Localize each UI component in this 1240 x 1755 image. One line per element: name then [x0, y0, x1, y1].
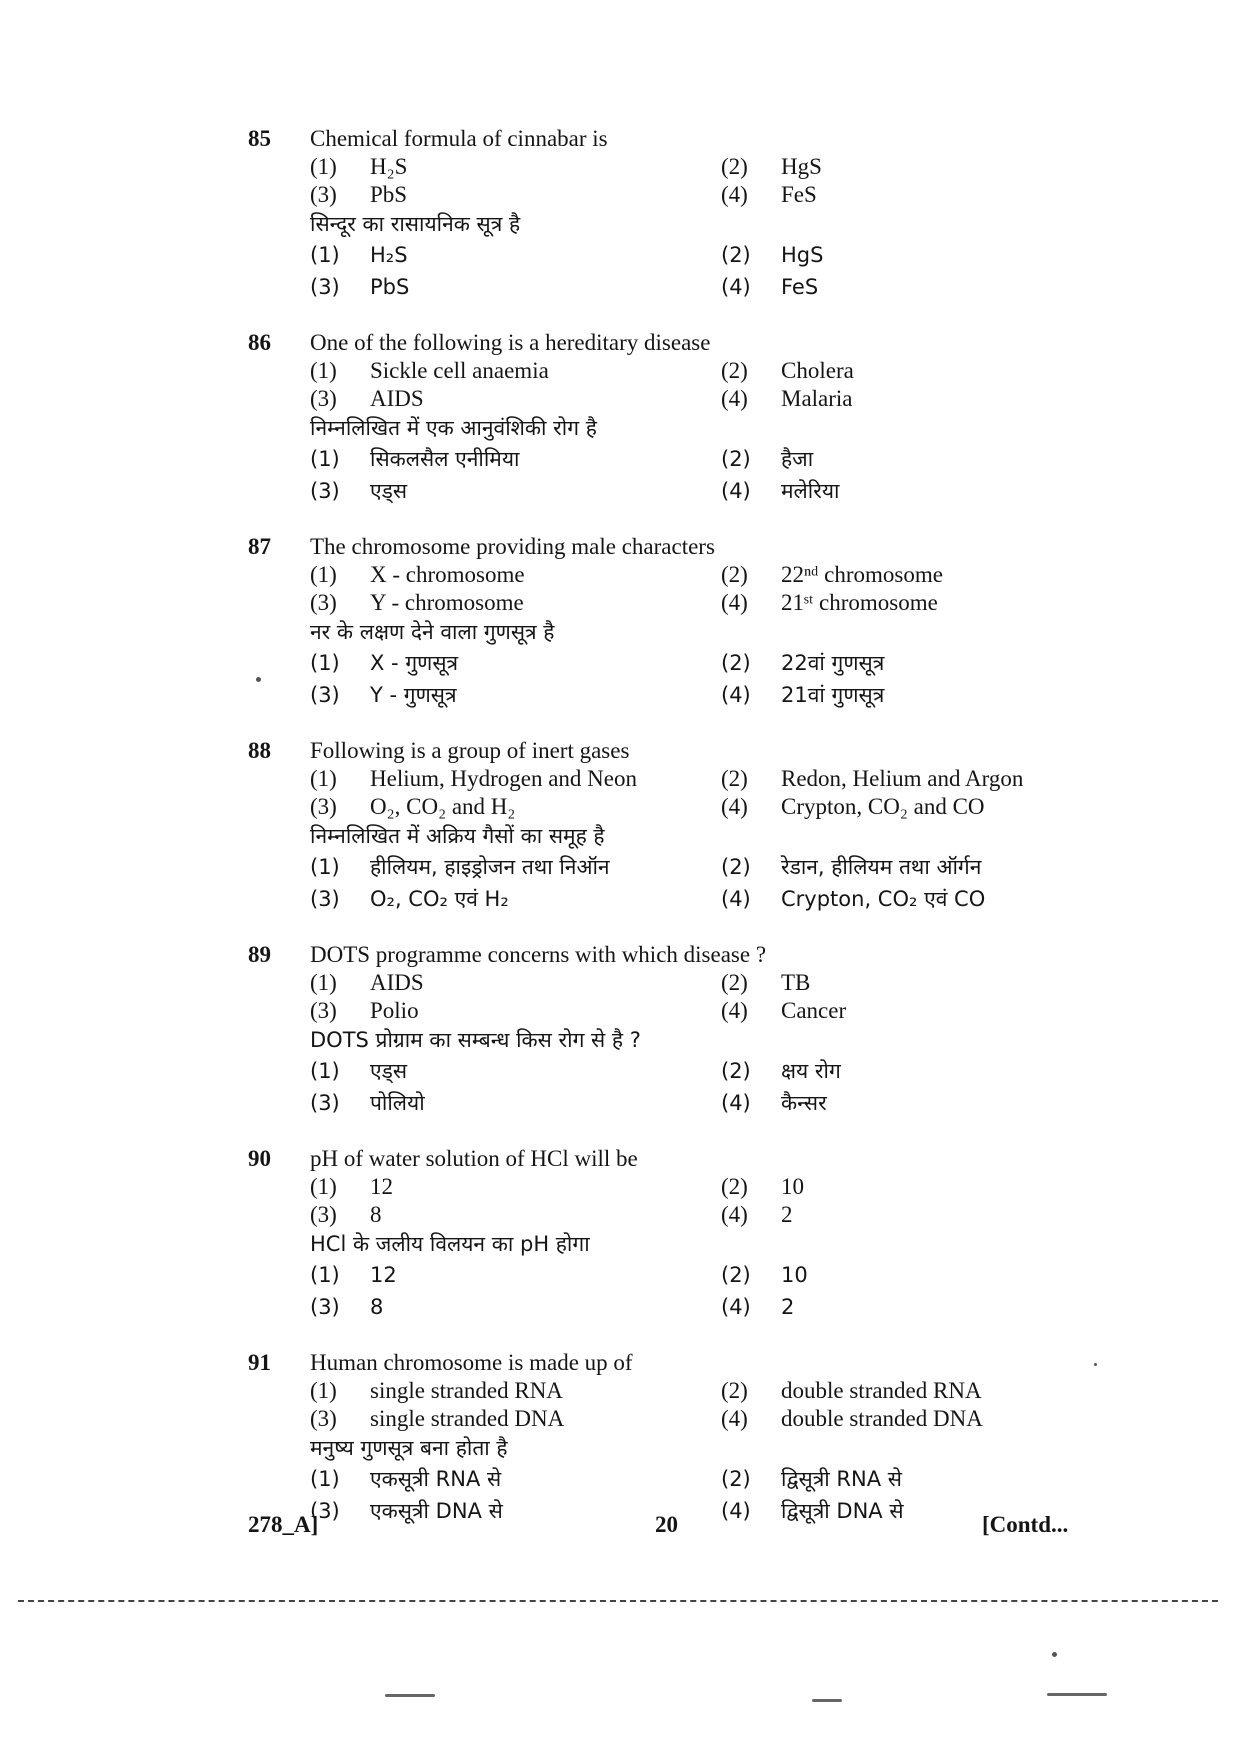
option-number: (1) [310, 154, 337, 179]
option-row [310, 589, 1108, 617]
answer-option [721, 793, 1101, 821]
question-body [310, 329, 1108, 507]
option-number: (2) [721, 447, 751, 471]
answer-option [310, 239, 721, 271]
option-number: (1) [310, 243, 340, 267]
option-text: Cholera [781, 358, 854, 383]
hindi-block [310, 1025, 1108, 1119]
option-number: (4) [721, 386, 748, 411]
option-text: हैजा [781, 447, 814, 471]
ink-speck [1052, 1652, 1057, 1657]
option-row [310, 969, 1108, 997]
option-row [310, 679, 1108, 711]
question [248, 125, 1108, 303]
question-stem: DOTS प्रोग्राम का सम्बन्ध किस रोग से है ? [310, 1028, 641, 1052]
option-number: (4) [721, 1091, 751, 1115]
option-text: 21ˢᵗ chromosome [781, 590, 938, 615]
answer-option [310, 969, 721, 997]
answer-option [310, 647, 721, 679]
question-stem: One of the following is a hereditary disease [310, 330, 711, 355]
option-number: (4) [721, 794, 748, 819]
option-number: (1) [310, 1174, 337, 1199]
option-row [310, 357, 1108, 385]
option-text: मलेरिया [781, 479, 840, 503]
option-number: (1) [310, 855, 340, 879]
option-number: (1) [310, 447, 340, 471]
option-number: (4) [721, 1202, 748, 1227]
option-text: 12 [370, 1263, 397, 1287]
option-number: (2) [721, 1378, 748, 1403]
option-text: द्विसूत्री RNA से [781, 1467, 902, 1491]
option-text: O₂, CO₂ and H₂ [370, 794, 516, 819]
answer-option [721, 647, 1101, 679]
option-number: (3) [310, 1499, 340, 1523]
answer-option [310, 181, 721, 209]
option-text: H₂S [370, 154, 408, 179]
answer-option [310, 1405, 721, 1433]
option-text: TB [781, 970, 811, 995]
answer-option [310, 1055, 721, 1087]
option-text: Cancer [781, 998, 847, 1023]
question-number: 85 [248, 126, 271, 151]
answer-option [721, 1201, 1101, 1229]
option-text: एड्स [370, 479, 408, 503]
question-body [310, 737, 1108, 915]
answer-option [721, 997, 1101, 1025]
option-number: (1) [310, 1378, 337, 1403]
option-text: double stranded RNA [781, 1378, 982, 1403]
option-number: (2) [721, 855, 751, 879]
option-row [310, 1463, 1108, 1495]
question-body [310, 941, 1108, 1119]
ink-speck [1094, 1363, 1097, 1366]
question-stem: सिन्दूर का रासायनिक सूत्र है [310, 212, 521, 236]
option-number: (4) [721, 275, 751, 299]
question-stem: DOTS programme concerns with which disease ? [310, 942, 767, 967]
option-row [310, 443, 1108, 475]
option-row [310, 153, 1108, 181]
answer-option [721, 1055, 1101, 1087]
option-text: 8 [370, 1295, 384, 1319]
answer-option [721, 475, 1101, 507]
hindi-block [310, 413, 1108, 507]
answer-option [310, 997, 721, 1025]
option-row [310, 1087, 1108, 1119]
question-body [310, 125, 1108, 303]
answer-option [310, 793, 721, 821]
option-number: (2) [721, 1263, 751, 1287]
option-number: (2) [721, 562, 748, 587]
option-number: (4) [721, 887, 751, 911]
question-stem: pH of water solution of HCl will be [310, 1146, 638, 1171]
answer-option [721, 969, 1101, 997]
perforation-line [18, 1600, 1218, 1602]
answer-option [310, 1201, 721, 1229]
hindi-block [310, 617, 1108, 711]
scan-mark [1047, 1693, 1107, 1696]
option-text: Y - chromosome [370, 590, 524, 615]
option-text: 12 [370, 1174, 393, 1199]
english-block [310, 941, 1108, 1025]
answer-option [721, 271, 1101, 303]
option-text: X - chromosome [370, 562, 525, 587]
question-number: 89 [248, 942, 271, 967]
option-number: (4) [721, 1406, 748, 1431]
option-text: Y - गुणसूत्र [370, 683, 457, 707]
question-body [310, 1145, 1108, 1323]
option-number: (1) [310, 1467, 340, 1491]
answer-option [310, 357, 721, 385]
option-text: Redon, Helium and Argon [781, 766, 1024, 791]
option-number: (1) [310, 651, 340, 675]
answer-option [310, 851, 721, 883]
option-text: single stranded DNA [370, 1406, 565, 1431]
option-row [310, 1173, 1108, 1201]
question-body [310, 1349, 1108, 1527]
option-text: 10 [781, 1263, 808, 1287]
option-text: सिकलसैल एनीमिया [370, 447, 520, 471]
option-row [310, 997, 1108, 1025]
option-number: (3) [310, 1295, 340, 1319]
option-text: 22वां गुणसूत्र [781, 651, 885, 675]
option-number: (4) [721, 683, 751, 707]
answer-option [721, 153, 1101, 181]
question-stem: The chromosome providing male characters [310, 534, 715, 559]
question [248, 1349, 1108, 1527]
answer-option [721, 1173, 1101, 1201]
answer-option [310, 1087, 721, 1119]
option-text: O₂, CO₂ एवं H₂ [370, 887, 509, 911]
answer-option [721, 181, 1101, 209]
option-text: FeS [781, 275, 819, 299]
answer-option [310, 883, 721, 915]
question-list [248, 125, 1108, 1553]
option-number: (4) [721, 590, 748, 615]
option-row [310, 793, 1108, 821]
option-text: Crypton, CO₂ and CO [781, 794, 985, 819]
answer-option [721, 561, 1101, 589]
option-number: (2) [721, 1059, 751, 1083]
question-number: 86 [248, 330, 271, 355]
answer-option [310, 475, 721, 507]
option-number: (1) [310, 1059, 340, 1083]
question [248, 533, 1108, 711]
option-number: (3) [310, 590, 337, 615]
answer-option [721, 357, 1101, 385]
option-number: (4) [721, 479, 751, 503]
english-block [310, 329, 1108, 413]
option-text: एड्स [370, 1059, 408, 1083]
option-row [310, 1377, 1108, 1405]
question [248, 1145, 1108, 1323]
answer-option [310, 589, 721, 617]
question [248, 329, 1108, 507]
answer-option [310, 1377, 721, 1405]
option-number: (3) [310, 1406, 337, 1431]
paper-code: 278_A] [248, 1512, 319, 1537]
option-number: (3) [310, 386, 337, 411]
answer-option [310, 1291, 721, 1323]
question-stem: Human chromosome is made up of [310, 1350, 633, 1375]
answer-option [721, 385, 1101, 413]
english-block [310, 737, 1108, 821]
option-text: 21वां गुणसूत्र [781, 683, 885, 707]
answer-option [721, 443, 1101, 475]
option-number: (2) [721, 970, 748, 995]
option-text: PbS [370, 182, 408, 207]
option-row [310, 561, 1108, 589]
option-text: Sickle cell anaemia [370, 358, 549, 383]
page-number: 20 [655, 1512, 678, 1537]
hindi-block [310, 209, 1108, 303]
option-text: हीलियम, हाइड्रोजन तथा निऑन [370, 855, 610, 879]
option-text: द्विसूत्री DNA से [781, 1499, 904, 1523]
option-number: (3) [310, 887, 340, 911]
answer-option [310, 679, 721, 711]
option-text: Malaria [781, 386, 853, 411]
question-stem: Chemical formula of cinnabar is [310, 126, 608, 151]
option-text: कैन्सर [781, 1091, 827, 1115]
option-text: AIDS [370, 386, 424, 411]
question-number: 88 [248, 738, 271, 763]
option-text: Polio [370, 998, 419, 1023]
answer-option [310, 1259, 721, 1291]
option-number: (2) [721, 154, 748, 179]
option-text: एकसूत्री DNA से [370, 1499, 503, 1523]
option-number: (4) [721, 1499, 751, 1523]
option-number: (1) [310, 766, 337, 791]
english-block [310, 1145, 1108, 1229]
option-row [310, 851, 1108, 883]
option-row [310, 475, 1108, 507]
option-number: (1) [310, 358, 337, 383]
answer-option [310, 765, 721, 793]
page-footer [0, 1512, 1240, 1542]
answer-option [721, 1087, 1101, 1119]
english-block [310, 533, 1108, 617]
question-stem: निम्नलिखित में एक आनुवंशिकी रोग है [310, 416, 597, 440]
option-text: 2 [781, 1295, 795, 1319]
option-text: 22ⁿᵈ chromosome [781, 562, 943, 587]
question-number: 90 [248, 1146, 271, 1171]
answer-option [721, 1463, 1101, 1495]
answer-option [721, 589, 1101, 617]
option-number: (2) [721, 358, 748, 383]
option-number: (3) [310, 479, 340, 503]
option-number: (3) [310, 1091, 340, 1115]
option-row [310, 239, 1108, 271]
option-row [310, 1055, 1108, 1087]
question-body [310, 533, 1108, 711]
option-text: X - गुणसूत्र [370, 651, 459, 675]
answer-option [721, 1377, 1101, 1405]
option-row [310, 271, 1108, 303]
option-text: एकसूत्री RNA से [370, 1467, 502, 1491]
option-number: (3) [310, 182, 337, 207]
answer-option [721, 239, 1101, 271]
option-row [310, 647, 1108, 679]
answer-option [721, 765, 1101, 793]
option-text: पोलियो [370, 1091, 425, 1115]
answer-option [310, 443, 721, 475]
option-text: Crypton, CO₂ एवं CO [781, 887, 986, 911]
question-stem: HCl के जलीय विलयन का pH होगा [310, 1232, 590, 1256]
option-text: HgS [781, 243, 824, 267]
option-text: 10 [781, 1174, 804, 1199]
option-row [310, 385, 1108, 413]
option-text: क्षय रोग [781, 1059, 841, 1083]
option-text: 8 [370, 1202, 382, 1227]
question-number: 87 [248, 534, 271, 559]
answer-option [310, 271, 721, 303]
question-number: 91 [248, 1350, 271, 1375]
ink-speck [256, 677, 261, 682]
option-number: (2) [721, 766, 748, 791]
option-number: (2) [721, 651, 751, 675]
answer-option [721, 1291, 1101, 1323]
option-row [310, 181, 1108, 209]
option-number: (1) [310, 970, 337, 995]
answer-option [721, 851, 1101, 883]
answer-option [721, 1405, 1101, 1433]
option-number: (4) [721, 182, 748, 207]
answer-option [310, 1173, 721, 1201]
option-row [310, 765, 1108, 793]
option-number: (4) [721, 1295, 751, 1319]
english-block [310, 125, 1108, 209]
answer-option [310, 1463, 721, 1495]
option-text: FeS [781, 182, 817, 207]
answer-option [310, 153, 721, 181]
answer-option [721, 679, 1101, 711]
answer-option [721, 883, 1101, 915]
option-row [310, 1201, 1108, 1229]
hindi-block [310, 1229, 1108, 1323]
option-row [310, 1259, 1108, 1291]
option-text: Helium, Hydrogen and Neon [370, 766, 637, 791]
question-stem: निम्नलिखित में अक्रिय गैसों का समूह है [310, 824, 605, 848]
scan-mark [385, 1694, 435, 1697]
hindi-block [310, 821, 1108, 915]
continued-label: [Contd... [982, 1512, 1069, 1537]
option-number: (1) [310, 562, 337, 587]
option-text: double stranded DNA [781, 1406, 983, 1431]
option-number: (3) [310, 794, 337, 819]
option-number: (3) [310, 683, 340, 707]
option-text: PbS [370, 275, 410, 299]
answer-option [310, 385, 721, 413]
scan-mark [812, 1699, 842, 1702]
english-block [310, 1349, 1108, 1433]
option-number: (2) [721, 243, 751, 267]
question-stem: मनुष्य गुणसूत्र बना होता है [310, 1436, 508, 1460]
question-stem: नर के लक्षण देने वाला गुणसूत्र है [310, 620, 555, 644]
question-stem: Following is a group of inert gases [310, 738, 630, 763]
option-number: (2) [721, 1174, 748, 1199]
option-number: (1) [310, 1263, 340, 1287]
option-number: (3) [310, 1202, 337, 1227]
option-number: (3) [310, 275, 340, 299]
option-number: (3) [310, 998, 337, 1023]
option-text: single stranded RNA [370, 1378, 563, 1403]
option-text: HgS [781, 154, 822, 179]
question [248, 737, 1108, 915]
option-row [310, 1405, 1108, 1433]
option-row [310, 883, 1108, 915]
option-text: AIDS [370, 970, 424, 995]
option-text: H₂S [370, 243, 408, 267]
option-text: 2 [781, 1202, 793, 1227]
option-text: रेडान, हीलियम तथा ऑर्गन [781, 855, 982, 879]
option-number: (2) [721, 1467, 751, 1491]
answer-option [310, 561, 721, 589]
question [248, 941, 1108, 1119]
option-row [310, 1291, 1108, 1323]
answer-option [721, 1259, 1101, 1291]
option-number: (4) [721, 998, 748, 1023]
